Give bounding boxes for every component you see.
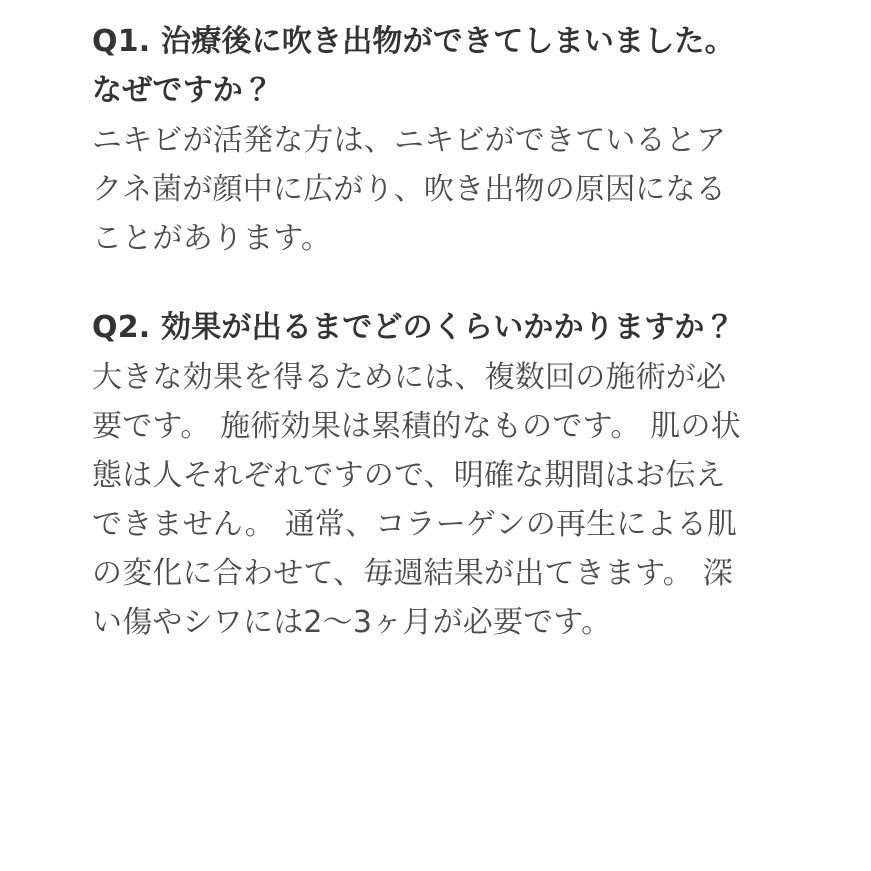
faq-answer: ニキビが活発な方は、ニキビができているとアクネ菌が顔中に広がり、吹き出物の原因になることがあります。	[92, 123, 727, 256]
faq-item	[92, 304, 753, 648]
faq-item	[92, 18, 753, 264]
faq-answer: 大きな効果を得るためには、複数回の施術が必要です。 施術効果は累積的なものです。 肌の状態は人それぞれですので、明確な期間はお伝えできません。 通常、コラーゲンの再生による肌の変化に合わせて、毎週結果が出てきます。 深い傷やシワには2〜3ヶ月が必要です。	[92, 360, 741, 640]
faq-question: Q2. 効果が出るまでどのくらいかかりますか？	[92, 309, 735, 345]
faq-question: Q1. 治療後に吹き出物ができてしまいました。 なぜですか？	[92, 24, 735, 108]
